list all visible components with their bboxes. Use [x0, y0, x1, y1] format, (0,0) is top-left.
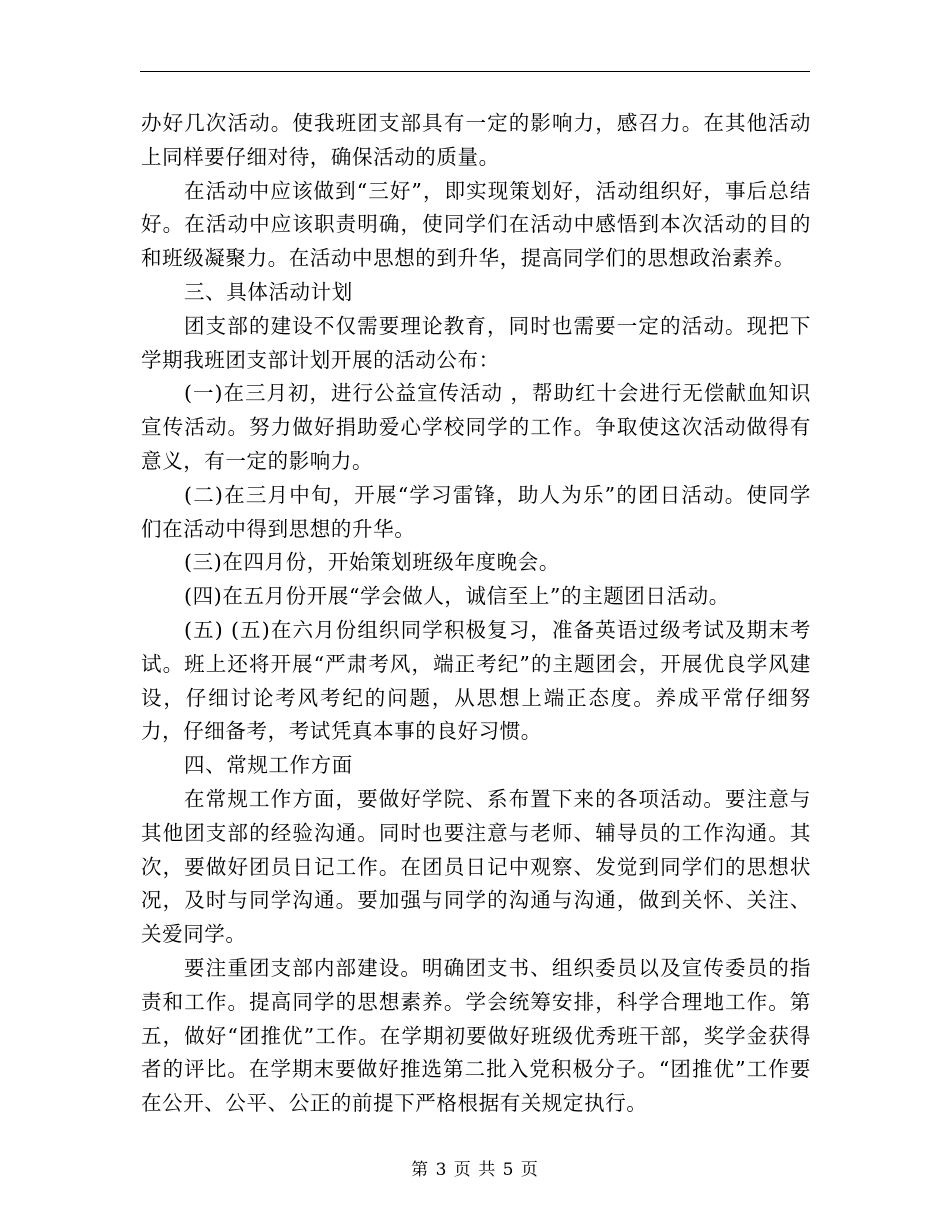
section-heading: 四、常规工作方面: [184, 753, 353, 778]
section-heading: 三、具体活动计划: [184, 279, 353, 304]
paragraph: 在活动中应该做到“三好”，即实现策划好，活动组织好，事后总结好。在活动中应该职责明确，使同学们在活动中感悟到本次活动的目的和班级凝聚力。在活动中思想的到升华，提高同学们的思想政治素养。: [141, 178, 811, 271]
paragraph: 团支部的建设不仅需要理论教育，同时也需要一定的活动。现把下学期我班团支部计划开展的活动公布：: [141, 313, 811, 372]
list-item: (一)在三月初，进行公益宣传活动 ，帮助红十会进行无偿献血知识宣传活动。努力做好捐助爱心学校同学的工作。争取使这次活动做得有意义，有一定的影响力。: [141, 381, 811, 473]
list-item: (三)在四月份，开始策划班级年度晚会。: [184, 550, 560, 575]
list-item: (二)在三月中旬，开展“学习雷锋，助人为乐”的团日活动。使同学们在活动中得到思想的升华。: [141, 482, 811, 541]
paragraph: 办好几次活动。使我班团支部具有一定的影响力，感召力。在其他活动上同样要仔细对待，确保活动的质量。: [141, 111, 811, 169]
list-item: (四)在五月份开展“学会做人，诚信至上”的主题团日活动。: [184, 584, 730, 609]
paragraph: 在常规工作方面，要做好学院、系布置下来的各项活动。要注意与其他团支部的经验沟通。同时也要注意与老师、辅导员的工作沟通。其次，要做好团员日记工作。在团员日记中观察、发觉到同学们的思想状况，及时与同学沟通。要加强与同学的沟通与沟通，做到关怀、关注、关爱同学。: [141, 786, 811, 947]
page-number-footer: 第 3 页 共 5 页: [411, 1160, 539, 1180]
list-item: (五) (五)在六月份组织同学积极复习，准备英语过级考试及期末考试。班上还将开展“严肃考风，端正考纪”的主题团会，开展优良学风建设，仔细讨论考风考纪的问题，从思想上端正态度。养成平常仔细努力，仔细备考，考试凭真本事的良好习惯。: [141, 617, 811, 744]
paragraph: 要注重团支部内部建设。明确团支书、组织委员以及宣传委员的指责和工作。提高同学的思想素养。学会统筹安排，科学合理地工作。第五，做好“团推优”工作。在学期初要做好班级优秀班干部，奖学金获得者的评比。在学期末要做好推选第二批入党积极分子。“团推优”工作要在公开、公平、公正的前提下严格根据有关规定执行。: [141, 955, 811, 1116]
document-body: [141, 107, 811, 1121]
header-rule: [140, 71, 810, 72]
